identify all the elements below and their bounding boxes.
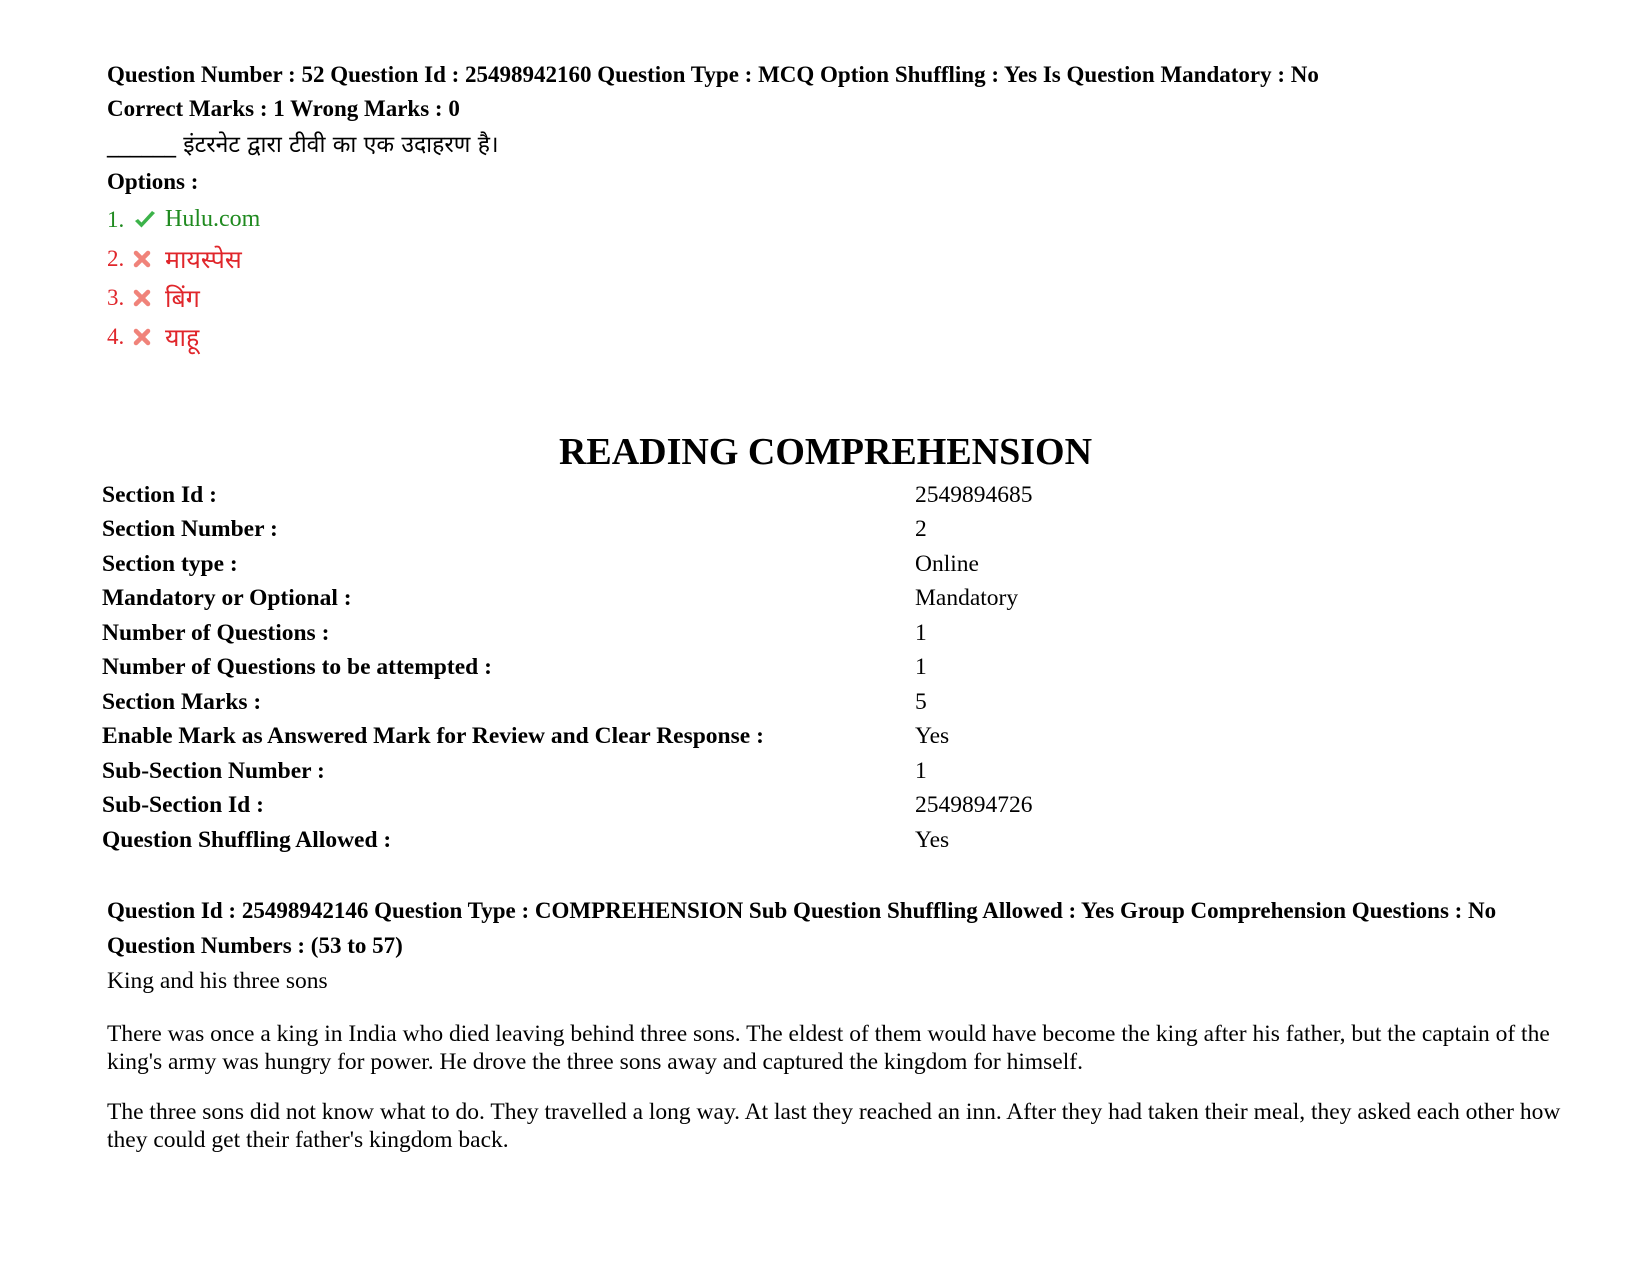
section-row bbox=[102, 720, 1502, 755]
section-row bbox=[102, 651, 1502, 686]
section-row bbox=[102, 582, 1502, 617]
options-label: Options : bbox=[107, 169, 199, 194]
option-text: मायस्पेस bbox=[165, 244, 242, 274]
option-number: 1. bbox=[107, 206, 125, 232]
check-icon bbox=[133, 207, 165, 233]
option-4 bbox=[107, 317, 1567, 356]
section-row-value: 1 bbox=[915, 654, 927, 681]
comprehension-block bbox=[107, 896, 1567, 1154]
option-text: Hulu.com bbox=[165, 206, 261, 232]
question-meta: Question Number : 52 Question Id : 25498942160 Question Type : MCQ Option Shuffling : Yes Is Question Mandatory : No bbox=[107, 62, 1319, 87]
passage-paragraph: There was once a king in India who died leaving behind three sons. The eldest of them would have become the king after his father, but the captain of the king's army was hungry for power. He drove the three sons away and captured the kingdom for himself. bbox=[107, 1021, 1550, 1075]
section-row-label: Sub-Section Number : bbox=[102, 757, 325, 784]
section-row-label: Number of Questions to be attempted : bbox=[102, 654, 492, 681]
passage-title: King and his three sons bbox=[107, 968, 328, 994]
section-row-value: 1 bbox=[915, 619, 927, 646]
option-3 bbox=[107, 278, 1567, 317]
option-text: याहू bbox=[165, 322, 200, 352]
option-number: 3. bbox=[107, 284, 125, 310]
section-row-label: Question Shuffling Allowed : bbox=[102, 826, 392, 853]
question-text: ______ इंटरनेट द्वारा टीवी का एक उदाहरण है। bbox=[107, 132, 499, 158]
section-row-label: Section Number : bbox=[102, 516, 278, 543]
option-number: 4. bbox=[107, 323, 125, 349]
option-2 bbox=[107, 239, 1567, 278]
section-row-value: Yes bbox=[915, 723, 950, 750]
passage-paragraph: The three sons did not know what to do. They travelled a long way. At last they reached an inn. After they had taken their meal, they asked each other how they could get their father's kingdom back. bbox=[107, 1099, 1561, 1153]
option-text: बिंग bbox=[165, 283, 200, 313]
section-row-value: Yes bbox=[915, 826, 950, 853]
section-row-label: Section Marks : bbox=[102, 688, 262, 715]
section-row bbox=[102, 685, 1502, 720]
cross-icon bbox=[133, 285, 165, 311]
question-block bbox=[107, 58, 1567, 356]
question-numbers: Question Numbers : (53 to 57) bbox=[107, 933, 403, 958]
cross-icon bbox=[133, 246, 165, 272]
section-info-table bbox=[102, 478, 1502, 858]
section-row-value: 2549894726 bbox=[915, 792, 1033, 819]
cross-icon bbox=[133, 324, 165, 350]
section-row-label: Sub-Section Id : bbox=[102, 792, 264, 819]
section-row-value: 5 bbox=[915, 688, 927, 715]
option-number: 2. bbox=[107, 245, 125, 271]
section-row bbox=[102, 754, 1502, 789]
section-row-value: Online bbox=[915, 550, 979, 577]
section-title: READING COMPREHENSION bbox=[558, 431, 1093, 473]
section-row-label: Mandatory or Optional : bbox=[102, 585, 352, 612]
option-1 bbox=[107, 200, 1567, 239]
section-row-value: 1 bbox=[915, 757, 927, 784]
section-row bbox=[102, 547, 1502, 582]
section-row-label: Section type : bbox=[102, 550, 238, 577]
section-row-value: 2549894685 bbox=[915, 481, 1033, 508]
section-row-value: 2 bbox=[915, 516, 927, 543]
marks-line: Correct Marks : 1 Wrong Marks : 0 bbox=[107, 96, 460, 121]
section-row-label: Number of Questions : bbox=[102, 619, 330, 646]
section-row-value: Mandatory bbox=[915, 585, 1019, 612]
comprehension-meta: Question Id : 25498942146 Question Type : COMPREHENSION Sub Question Shuffling Allowed : Yes Group Comprehension Questions : No bbox=[107, 898, 1497, 923]
section-row bbox=[102, 513, 1502, 548]
section-row bbox=[102, 823, 1502, 858]
section-row bbox=[102, 616, 1502, 651]
section-row bbox=[102, 789, 1502, 824]
section-row bbox=[102, 478, 1502, 513]
section-row-label: Section Id : bbox=[102, 481, 217, 508]
section-row-label: Enable Mark as Answered Mark for Review and Clear Response : bbox=[102, 723, 764, 750]
